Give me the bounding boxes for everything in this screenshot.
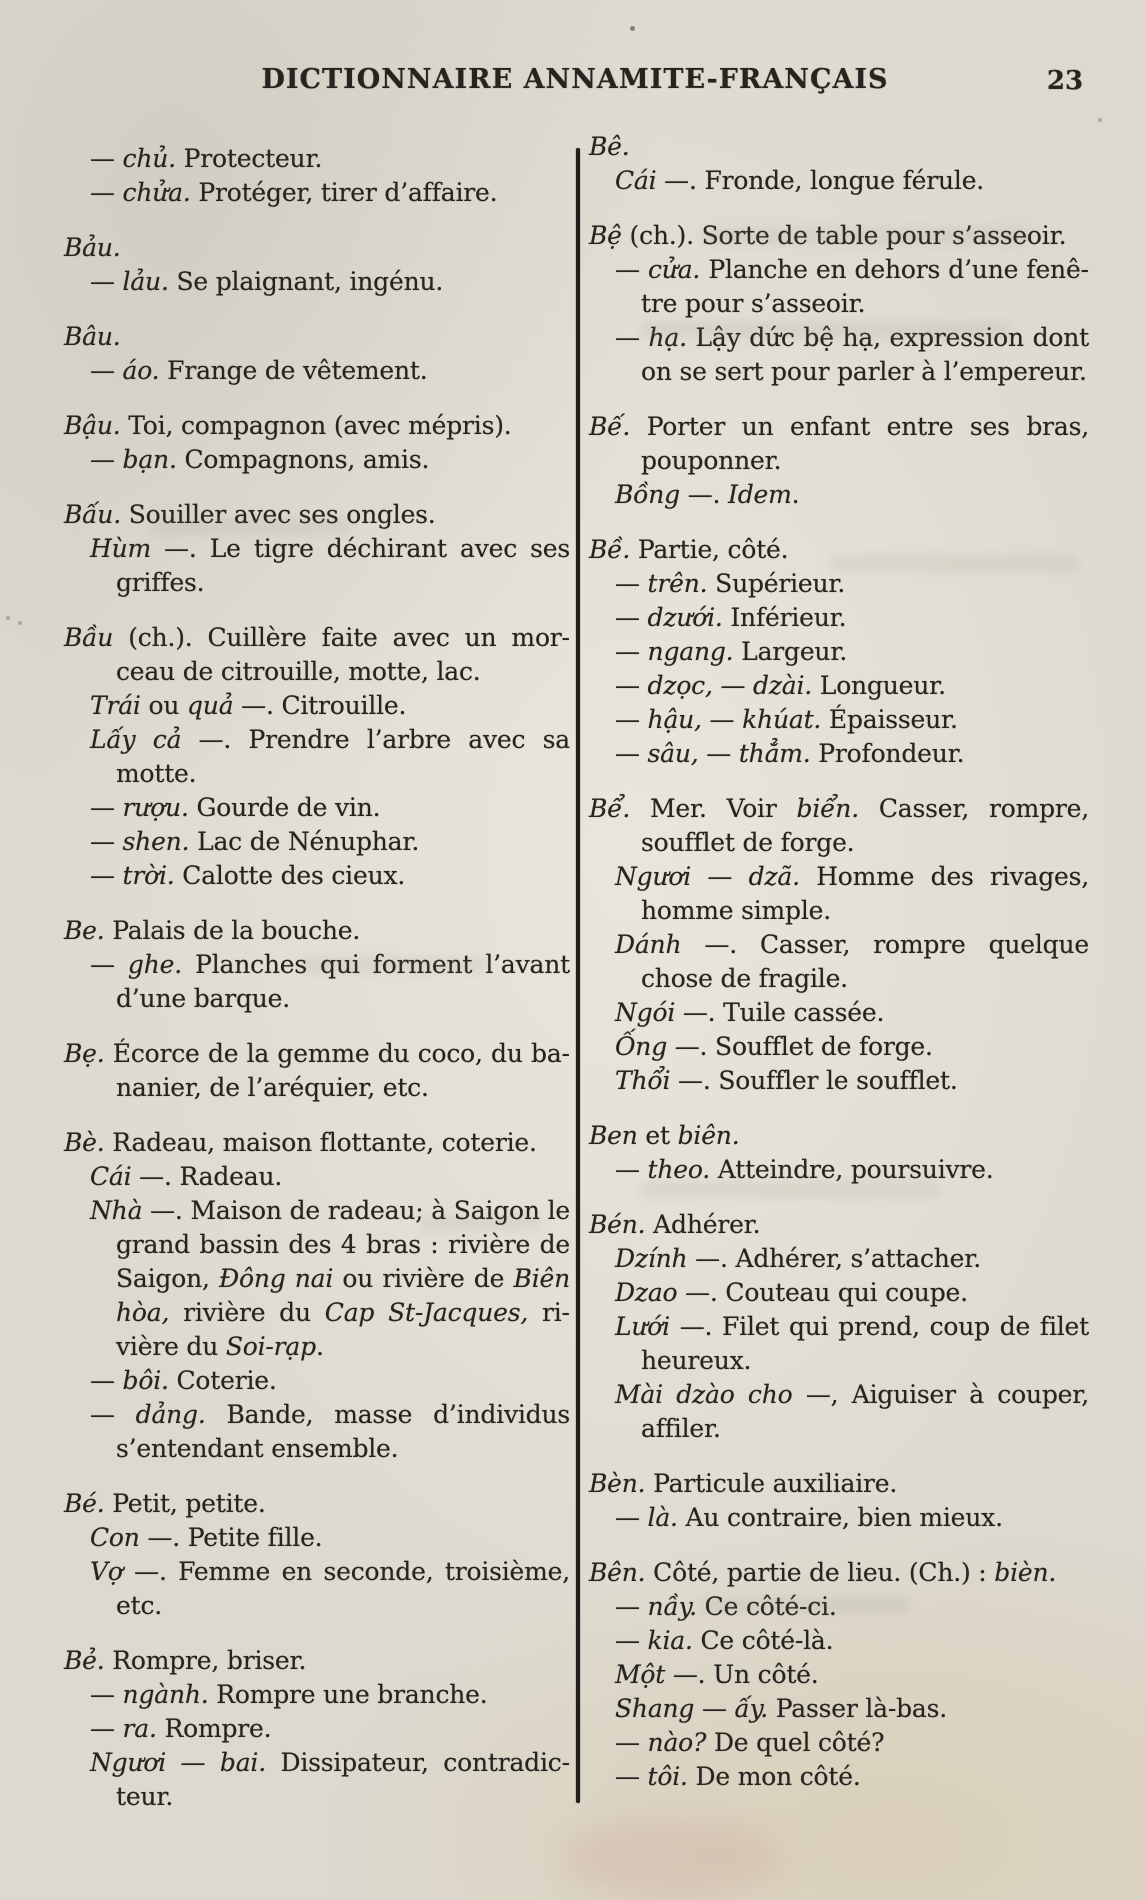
annamite-term: quả	[186, 691, 234, 720]
french-text: —. Adhérer, s’attacher.	[687, 1244, 981, 1273]
french-text: Atteindre, poursuivre.	[710, 1155, 994, 1184]
french-text: Radeau, maison flottante, coterie.	[104, 1128, 537, 1157]
column-divider-rule	[576, 148, 580, 1803]
french-text: —. Casser, rompre quelque chose de fragile.	[641, 930, 1089, 993]
french-text: —. Le tigre déchirant avec ses griffes.	[116, 534, 570, 597]
annamite-term: Mài dzào cho	[615, 1380, 793, 1409]
french-text: Lac de Nénuphar.	[189, 827, 420, 856]
annamite-term: Đông nai	[218, 1264, 334, 1293]
entry-headword-line	[589, 792, 1089, 860]
entry-subentry-line	[589, 164, 1089, 198]
french-text: Calotte des cieux.	[174, 861, 406, 890]
french-text: Souiller avec ses ongles.	[120, 500, 436, 529]
entry-headword-line	[64, 1487, 570, 1521]
entry-headword-line	[64, 1644, 570, 1678]
entry-subentry-line	[589, 860, 1089, 928]
french-text: —	[691, 862, 749, 891]
french-text: Homme des rivages, homme simple.	[641, 862, 1089, 925]
french-text: Passer là-bas.	[768, 1694, 947, 1723]
annamite-term: ra.	[122, 1714, 157, 1743]
annamite-term: là.	[647, 1503, 678, 1532]
annamite-term: Bầu	[64, 623, 114, 652]
annamite-term: Cap St-Jacques,	[324, 1298, 529, 1327]
annamite-term: ấy.	[734, 1694, 769, 1723]
french-text: —	[615, 739, 648, 768]
dictionary-entry	[64, 320, 570, 388]
annamite-term: bai.	[219, 1748, 266, 1777]
annamite-term: dzã.	[748, 862, 800, 891]
annamite-term: Ngươi	[615, 862, 692, 891]
entry-subentry-line	[64, 354, 570, 388]
french-text: —	[701, 705, 743, 734]
entry-subentry-line	[589, 478, 1089, 512]
entry-subentry-line	[589, 1760, 1089, 1794]
french-text: .	[1048, 1558, 1057, 1587]
annamite-term: Bậu.	[64, 411, 121, 440]
french-text: —. Filet qui prend, coup de filet heureux.	[641, 1312, 1089, 1375]
entry-subentry-line	[64, 791, 570, 825]
entry-headword-line	[589, 130, 1089, 164]
entry-subentry-line	[589, 1624, 1089, 1658]
french-text: —	[615, 1626, 648, 1655]
french-text: Rompre.	[156, 1714, 272, 1743]
entry-headword-line	[64, 231, 570, 265]
entry-headword-line	[64, 1126, 570, 1160]
annamite-term: Bèn.	[589, 1469, 646, 1498]
french-text: Palais de la bouche.	[104, 916, 361, 945]
french-text: Écorce de la gemme du coco, du bananier, de l’aréquier, etc.	[104, 1039, 570, 1102]
paper-smudge	[830, 556, 1080, 571]
french-text: —	[615, 637, 648, 666]
annamite-term: Bề.	[589, 535, 631, 564]
french-text: Toi, compagnon (avec mépris).	[120, 411, 512, 440]
french-text: —	[90, 1714, 123, 1743]
french-text: Supérieur.	[707, 569, 846, 598]
entry-subentry-line	[589, 737, 1089, 771]
annamite-term: ngang.	[647, 637, 734, 666]
french-text: (ch.). Sorte de table pour s’asseoir.	[621, 221, 1067, 250]
french-text: —. Radeau.	[131, 1162, 283, 1191]
french-text: —. Citrouille.	[233, 691, 407, 720]
dictionary-entry	[589, 792, 1089, 1098]
french-text: —	[615, 1592, 648, 1621]
annamite-term: theo.	[647, 1155, 711, 1184]
french-text: Ce côté-ci.	[696, 1592, 837, 1621]
french-text: —	[698, 739, 739, 768]
annamite-term: rượu.	[122, 793, 189, 822]
annamite-term: Bé.	[64, 1489, 105, 1518]
french-text: —	[90, 950, 128, 979]
entry-subentry-line	[589, 1726, 1089, 1760]
ink-dot	[6, 616, 10, 620]
french-text: —, Aiguiser à couper, affiler.	[641, 1380, 1089, 1443]
entry-subentry-line	[589, 1658, 1089, 1692]
french-text: —	[615, 1155, 648, 1184]
french-text: —	[90, 827, 123, 856]
french-text: —	[615, 603, 648, 632]
annamite-term: Bên.	[589, 1558, 646, 1587]
entry-headword-line	[589, 1119, 1089, 1153]
annamite-term: biên.	[677, 1121, 740, 1150]
dictionary-entry	[64, 1644, 570, 1814]
entry-headword-line	[64, 409, 570, 443]
french-text: —	[615, 671, 648, 700]
dictionary-entry	[64, 1126, 570, 1466]
paper-smudge	[420, 1216, 540, 1229]
annamite-term: Bè.	[64, 1128, 105, 1157]
french-text: Largeur.	[733, 637, 848, 666]
entry-subentry-line	[589, 1310, 1089, 1378]
entry-subentry-line	[589, 567, 1089, 601]
dictionary-entry	[64, 142, 570, 210]
french-text: —	[90, 445, 123, 474]
french-text: .	[315, 1332, 324, 1361]
annamite-term: sâu,	[647, 739, 699, 768]
page-title: DICTIONNAIRE ANNAMITE-FRANÇAIS	[261, 64, 889, 95]
french-text: Coterie.	[168, 1366, 277, 1395]
annamite-term: bôi.	[122, 1366, 169, 1395]
annamite-term: chủ.	[122, 144, 176, 173]
french-text: —. Tuile cassée.	[675, 998, 885, 1027]
french-text: .	[791, 480, 800, 509]
french-text: Particule auxiliaire.	[645, 1469, 898, 1498]
french-text: —. Petite fille.	[139, 1523, 323, 1552]
annamite-term: Bảu.	[64, 233, 121, 262]
left-column	[64, 142, 570, 1814]
french-text: —. Maison de radeau; à Saigon le grand bassin des 4 bras : rivière de Saigon,	[116, 1196, 570, 1293]
french-text: —	[615, 569, 648, 598]
annamite-term: nào?	[647, 1728, 707, 1757]
french-text: Bande, masse d’individus s’entendant ensemble.	[116, 1400, 570, 1463]
annamite-term: Bâu.	[64, 322, 121, 351]
entry-subentry-line	[64, 1160, 570, 1194]
paper-smudge	[700, 228, 1030, 244]
french-text: Porter un enfant entre ses bras, pouponner.	[630, 412, 1089, 475]
annamite-term: Bệ	[589, 221, 622, 250]
annamite-term: bạn.	[122, 445, 177, 474]
paper-smudge	[300, 958, 490, 972]
dictionary-entry	[589, 1119, 1089, 1187]
annamite-term: ghe.	[127, 950, 182, 979]
annamite-term: Bể.	[589, 794, 631, 823]
french-text: —	[615, 255, 648, 284]
annamite-term: Ống	[615, 1032, 668, 1061]
annamite-term: Dzao	[615, 1278, 678, 1307]
annamite-term: hậu,	[647, 705, 702, 734]
annamite-term: kia.	[647, 1626, 693, 1655]
annamite-term: Bén.	[589, 1210, 646, 1239]
french-text: —	[166, 1748, 220, 1777]
entry-subentry-line	[589, 1692, 1089, 1726]
dictionary-entry	[64, 621, 570, 893]
annamite-term: Cái	[615, 166, 657, 195]
french-text: —	[90, 1400, 136, 1429]
annamite-term: Bê.	[589, 132, 630, 161]
entry-subentry-line	[64, 1521, 570, 1555]
french-text: Casser, rompre, soufflet de forge.	[641, 794, 1089, 857]
entry-subentry-line	[589, 996, 1089, 1030]
annamite-term: dzưới.	[647, 603, 723, 632]
entry-headword-line	[64, 1037, 570, 1105]
french-text: —	[712, 671, 754, 700]
annamite-term: Soi-rạp	[225, 1332, 316, 1361]
entry-subentry-line	[64, 1398, 570, 1466]
french-text: —. Femme en seconde, troisième, etc.	[116, 1557, 570, 1620]
entry-subentry-line	[64, 1678, 570, 1712]
annamite-term: tôi.	[647, 1762, 688, 1791]
french-text: —. Un côté.	[665, 1660, 819, 1689]
french-text: Lậy dức bệ hạ, expression dont on se sert pour parler à l’empereur.	[641, 323, 1090, 386]
entry-subentry-line	[589, 703, 1089, 737]
annamite-term: Dzính	[615, 1244, 688, 1273]
entry-subentry-line	[589, 635, 1089, 669]
french-text: —. Fronde, longue férule.	[656, 166, 985, 195]
french-text: Mer. Voir	[630, 794, 797, 823]
entry-subentry-line	[589, 1501, 1089, 1535]
dictionary-entry	[589, 1208, 1089, 1446]
annamite-term: Ben	[589, 1121, 638, 1150]
entry-subentry-line	[64, 443, 570, 477]
entry-subentry-line	[64, 176, 570, 210]
annamite-term: Nhà	[90, 1196, 143, 1225]
annamite-term: biển.	[796, 794, 859, 823]
annamite-term: Bế.	[589, 412, 631, 441]
right-column	[589, 130, 1089, 1794]
entry-headword-line	[64, 914, 570, 948]
entry-subentry-line	[589, 1242, 1089, 1276]
entry-subentry-line	[64, 689, 570, 723]
annamite-term: Thổi	[615, 1066, 671, 1095]
annamite-term: Ngươi	[90, 1748, 167, 1777]
paper-smudge	[640, 322, 1010, 338]
french-text: Ce côté-là.	[692, 1626, 834, 1655]
paper-smudge	[640, 1182, 940, 1197]
french-text: Protecteur.	[175, 144, 323, 173]
annamite-term: Lưới	[615, 1312, 670, 1341]
french-text: —	[615, 1762, 648, 1791]
french-text: —	[615, 323, 649, 352]
entry-subentry-line	[64, 859, 570, 893]
ink-dot	[1098, 118, 1102, 122]
entry-subentry-line	[64, 723, 570, 791]
annamite-term: dảng.	[135, 1400, 206, 1429]
entry-subentry-line	[589, 1276, 1089, 1310]
french-text: —	[90, 267, 123, 296]
annamite-term: Hùm	[90, 534, 152, 563]
annamite-term: Bấu.	[64, 500, 121, 529]
entry-subentry-line	[589, 1378, 1089, 1446]
entry-subentry-line	[589, 928, 1089, 996]
dictionary-entry	[64, 498, 570, 600]
french-text: —	[90, 1680, 123, 1709]
annamite-term: Trái	[90, 691, 141, 720]
french-text: Inférieur.	[722, 603, 847, 632]
annamite-term: Con	[90, 1523, 140, 1552]
dictionary-entry	[64, 231, 570, 299]
french-text: —. Souffler le soufflet.	[670, 1066, 958, 1095]
dictionary-entry	[64, 1037, 570, 1105]
french-text: —	[615, 1503, 648, 1532]
dictionary-entry	[589, 130, 1089, 198]
annamite-term: Ngói	[615, 998, 676, 1027]
entry-headword-line	[589, 410, 1089, 478]
french-text: Rompre, briser.	[104, 1646, 307, 1675]
annamite-term: cửa.	[648, 255, 701, 284]
french-text: rivière du	[116, 1298, 570, 1361]
french-text: —. Couteau qui coupe.	[677, 1278, 968, 1307]
entry-subentry-line	[64, 825, 570, 859]
dictionary-entry	[589, 1467, 1089, 1535]
french-text: rivière du	[169, 1298, 325, 1327]
dictionary-entry	[589, 1556, 1089, 1794]
entry-headword-line	[64, 320, 570, 354]
french-text: Petit, petite.	[104, 1489, 266, 1518]
annamite-term: Dánh	[615, 930, 682, 959]
french-text: Rompre une branche.	[208, 1680, 488, 1709]
paper-smudge	[150, 520, 350, 534]
entry-subentry-line	[64, 1364, 570, 1398]
annamite-term: Idem	[728, 480, 792, 509]
french-text: Planche en dehors d’une fenêtre pour s’asseoir.	[641, 255, 1089, 318]
annamite-term: trên.	[647, 569, 708, 598]
annamite-term: áo.	[122, 356, 160, 385]
paper-stain	[560, 1818, 780, 1898]
entry-subentry-line	[64, 1712, 570, 1746]
annamite-term: nầy.	[647, 1592, 697, 1621]
annamite-term: dzọc,	[647, 671, 713, 700]
dictionary-entry	[589, 219, 1089, 389]
annamite-term: dzài.	[753, 671, 813, 700]
annamite-term: bièn	[994, 1558, 1049, 1587]
annamite-term: Bồng	[615, 480, 680, 509]
entry-subentry-line	[589, 669, 1089, 703]
dictionary-entry	[64, 1487, 570, 1623]
annamite-term: Be.	[64, 916, 105, 945]
annamite-term: Biên hòa,	[116, 1264, 570, 1327]
french-text: ou rivière de	[333, 1264, 514, 1293]
french-text: De quel côté?	[706, 1728, 885, 1757]
french-text: —	[694, 1694, 735, 1723]
annamite-term: thẳm.	[738, 739, 811, 768]
annamite-term: chửa.	[122, 178, 191, 207]
entry-subentry-line	[64, 532, 570, 600]
ink-dot	[630, 26, 635, 31]
entry-subentry-line	[64, 1555, 570, 1623]
french-text: Protéger, tirer d’affaire.	[190, 178, 498, 207]
annamite-term: Vợ	[90, 1557, 123, 1586]
french-text: Compagnons, amis.	[176, 445, 430, 474]
annamite-term: Lấy cả	[90, 725, 182, 754]
ink-dot	[18, 621, 22, 625]
annamite-term: Bẻ.	[64, 1646, 105, 1675]
french-text: —	[615, 1728, 648, 1757]
french-text: Au contraire, bien mieux.	[677, 1503, 1003, 1532]
annamite-term: lảu.	[122, 267, 169, 296]
french-text: Côté, partie de lieu. (Ch.) :	[645, 1558, 995, 1587]
annamite-term: ngành.	[122, 1680, 209, 1709]
annamite-term: hạ.	[648, 323, 687, 352]
entry-headword-line	[589, 1208, 1089, 1242]
french-text: et	[637, 1121, 678, 1150]
dictionary-entry	[64, 409, 570, 477]
french-text: —	[615, 705, 648, 734]
french-text: Adhérer.	[645, 1210, 761, 1239]
annamite-term: Bẹ.	[64, 1039, 105, 1068]
entry-subentry-line	[589, 1030, 1089, 1064]
french-text: Dissipateur, contradicteur.	[116, 1748, 571, 1811]
french-text: Gourde de vin.	[188, 793, 381, 822]
annamite-term: Shang	[615, 1694, 695, 1723]
annamite-term: Cái	[90, 1162, 132, 1191]
french-text: De mon côté.	[687, 1762, 861, 1791]
annamite-term: khúat.	[742, 705, 822, 734]
page-number: 23	[1046, 66, 1084, 96]
french-text: ou	[140, 691, 187, 720]
entry-subentry-line	[589, 601, 1089, 635]
french-text: Longueur.	[812, 671, 946, 700]
french-text: —. Soufflet de forge.	[667, 1032, 933, 1061]
annamite-term: trời.	[122, 861, 175, 890]
entry-headword-line	[64, 621, 570, 689]
annamite-term: shen.	[122, 827, 190, 856]
annamite-term: Một	[615, 1660, 666, 1689]
entry-headword-line	[589, 1556, 1089, 1590]
french-text: —	[90, 793, 123, 822]
french-text: Planches qui forment l’avant d’une barque.	[116, 950, 570, 1013]
french-text: Profondeur.	[810, 739, 965, 768]
french-text: —	[90, 356, 123, 385]
entry-headword-line	[589, 1467, 1089, 1501]
dictionary-entry	[589, 410, 1089, 512]
french-text: —	[90, 861, 123, 890]
french-text: —	[90, 178, 123, 207]
french-text: Se plaignant, ingénu.	[168, 267, 444, 296]
french-text: —.	[679, 480, 729, 509]
french-text: —. Prendre l’arbre avec sa motte.	[116, 725, 570, 788]
french-text: Partie, côté.	[630, 535, 789, 564]
entry-subentry-line	[64, 142, 570, 176]
french-text: Épaisseur.	[821, 705, 958, 734]
french-text: —	[90, 144, 123, 173]
entry-subentry-line	[64, 1746, 570, 1814]
paper-smudge	[700, 1598, 910, 1612]
entry-subentry-line	[589, 1064, 1089, 1098]
french-text: Frange de vêtement.	[159, 356, 428, 385]
french-text: (ch.). Cuillère faite avec un morceau de citrouille, motte, lac.	[113, 623, 570, 686]
entry-subentry-line	[64, 265, 570, 299]
french-text: —	[90, 1366, 123, 1395]
entry-subentry-line	[589, 253, 1089, 321]
